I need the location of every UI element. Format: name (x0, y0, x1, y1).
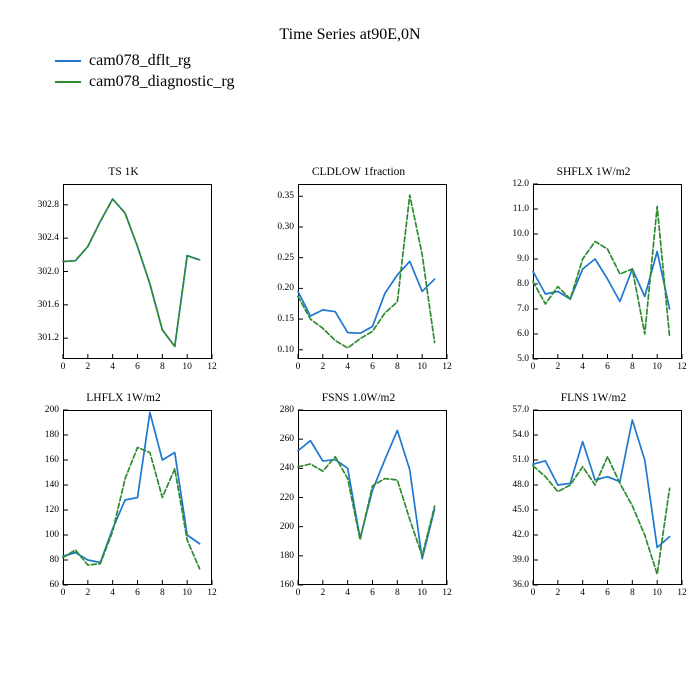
y-axis-tick-label: 9.0 (517, 254, 529, 264)
y-axis-tick-label: 180 (279, 550, 294, 561)
series-line (533, 252, 670, 310)
x-axis-tick-label: 4 (110, 588, 116, 598)
x-axis-tick-label: 2 (320, 588, 326, 598)
series-line (298, 430, 435, 558)
x-axis-tick-label: 10 (182, 362, 192, 372)
y-axis-tick-label: 0.25 (277, 252, 294, 263)
y-axis-tick-label: 0.10 (277, 344, 294, 355)
y-axis-tick-label: 301.6 (37, 299, 59, 310)
series-layer (27, 392, 220, 607)
series-line (533, 207, 670, 337)
x-axis-tick-label: 12 (207, 362, 217, 372)
x-axis-tick-label: 0 (60, 588, 66, 598)
y-axis-tick-label: 10.0 (512, 229, 529, 239)
x-axis-tick-label: 0 (530, 362, 536, 372)
panel-title: LHFLX 1W/m2 (86, 392, 161, 404)
y-axis-tick-label: 7.0 (517, 304, 529, 314)
x-axis-tick-label: 8 (394, 588, 400, 598)
y-axis-tick-label: 12.0 (512, 179, 529, 189)
y-axis-tick-label: 200 (44, 405, 59, 415)
y-axis-tick-label: 0.30 (277, 221, 294, 232)
series-layer (262, 392, 455, 607)
x-axis-tick-label: 6 (605, 588, 610, 598)
legend (55, 50, 234, 92)
chart-panel (27, 392, 220, 607)
y-axis-tick-label: 39.0 (512, 555, 529, 565)
x-axis-tick-label: 0 (295, 588, 301, 598)
x-axis-tick-label: 0 (530, 588, 536, 598)
legend-swatch-1 (55, 81, 81, 83)
x-axis-tick-label: 8 (629, 362, 635, 372)
y-axis-tick-label: 160 (44, 455, 59, 465)
x-axis-tick-label: 4 (345, 588, 351, 598)
series-line (63, 448, 200, 569)
x-axis-tick-label: 0 (60, 362, 66, 372)
y-axis-tick-label: 45.0 (512, 505, 529, 515)
y-axis-tick-label: 100 (44, 530, 59, 540)
x-axis-tick-label: 2 (85, 362, 91, 372)
chart-panel (497, 392, 690, 607)
panel-title: CLDLOW 1fraction (311, 166, 406, 178)
y-axis-tick-label: 140 (44, 480, 59, 490)
y-axis-tick-label: 180 (44, 430, 59, 440)
chart-panel (27, 166, 220, 381)
y-axis-tick-label: 5.0 (517, 354, 529, 364)
x-axis-tick-label: 12 (677, 588, 687, 598)
legend-item-1 (55, 71, 234, 92)
y-axis-tick-label: 0.35 (277, 191, 294, 202)
x-axis-tick-label: 12 (442, 588, 452, 598)
series-line (533, 457, 670, 575)
panel-title: TS 1K (108, 166, 139, 178)
legend-swatch-0 (55, 60, 81, 62)
x-axis-tick-label: 6 (135, 588, 140, 598)
panel-title: FSNS 1.0W/m2 (321, 392, 396, 404)
series-layer (27, 166, 220, 381)
legend-item-0 (55, 50, 234, 71)
page-title: Time Series at90E,0N (279, 26, 421, 43)
x-axis-tick-label: 10 (417, 588, 427, 598)
x-axis-tick-label: 12 (442, 362, 452, 372)
x-axis-tick-label: 2 (555, 588, 561, 598)
x-axis-tick-label: 8 (394, 362, 400, 372)
y-axis-tick-label: 42.0 (512, 530, 529, 540)
y-axis-tick-label: 260 (279, 434, 294, 445)
y-axis-tick-label: 48.0 (512, 480, 529, 490)
series-line (63, 199, 200, 347)
series-line (63, 413, 200, 563)
x-axis-tick-label: 12 (207, 588, 217, 598)
x-axis-tick-label: 4 (345, 362, 351, 372)
y-axis-tick-label: 302.4 (37, 233, 59, 244)
x-axis-tick-label: 2 (555, 362, 561, 372)
legend-label-1: cam078_diagnostic_rg (89, 72, 235, 90)
series-layer (497, 166, 690, 381)
y-axis-tick-label: 240 (279, 463, 294, 474)
y-axis-tick-label: 0.15 (277, 314, 294, 325)
x-axis-tick-label: 12 (677, 362, 687, 372)
series-line (298, 261, 435, 333)
x-axis-tick-label: 4 (110, 362, 116, 372)
series-layer (497, 392, 690, 607)
x-axis-tick-label: 10 (417, 362, 427, 372)
x-axis-tick-label: 4 (580, 588, 586, 598)
y-axis-tick-label: 220 (279, 492, 294, 503)
x-axis-tick-label: 0 (295, 362, 301, 372)
y-axis-tick-label: 11.0 (512, 204, 529, 214)
x-axis-tick-label: 8 (159, 588, 165, 598)
x-axis-tick-label: 2 (320, 362, 326, 372)
y-axis-tick-label: 280 (279, 405, 294, 415)
y-axis-tick-label: 0.20 (277, 283, 294, 294)
panel-title: SHFLX 1W/m2 (556, 166, 631, 178)
y-axis-tick-label: 302.0 (37, 266, 59, 277)
y-axis-tick-label: 120 (44, 505, 59, 515)
x-axis-tick-label: 10 (652, 588, 662, 598)
y-axis-tick-label: 160 (279, 580, 294, 590)
x-axis-tick-label: 10 (182, 588, 192, 598)
y-axis-tick-label: 80 (49, 555, 59, 565)
x-axis-tick-label: 4 (580, 362, 586, 372)
y-axis-tick-label: 36.0 (512, 580, 529, 590)
x-axis-tick-label: 10 (652, 362, 662, 372)
panel-title: FLNS 1W/m2 (560, 392, 627, 404)
series-layer (262, 166, 455, 381)
y-axis-tick-label: 60 (49, 580, 59, 590)
x-axis-tick-label: 6 (135, 362, 140, 372)
y-axis-tick-label: 51.0 (512, 455, 529, 465)
y-axis-tick-label: 302.8 (37, 199, 59, 210)
y-axis-tick-label: 200 (279, 521, 294, 532)
y-axis-tick-label: 6.0 (517, 329, 529, 339)
series-line (533, 420, 670, 548)
chart-panel (497, 166, 690, 381)
x-axis-tick-label: 6 (605, 362, 610, 372)
chart-panel (262, 392, 455, 607)
x-axis-tick-label: 6 (370, 588, 375, 598)
y-axis-tick-label: 54.0 (512, 430, 529, 440)
x-axis-tick-label: 2 (85, 588, 91, 598)
x-axis-tick-label: 8 (629, 588, 635, 598)
y-axis-tick-label: 57.0 (512, 405, 529, 415)
x-axis-tick-label: 6 (370, 362, 375, 372)
x-axis-tick-label: 8 (159, 362, 165, 372)
chart-panel (262, 166, 455, 381)
y-axis-tick-label: 8.0 (517, 279, 529, 289)
y-axis-tick-label: 301.2 (37, 333, 59, 344)
legend-label-0: cam078_dflt_rg (89, 51, 191, 69)
series-line (63, 199, 200, 347)
